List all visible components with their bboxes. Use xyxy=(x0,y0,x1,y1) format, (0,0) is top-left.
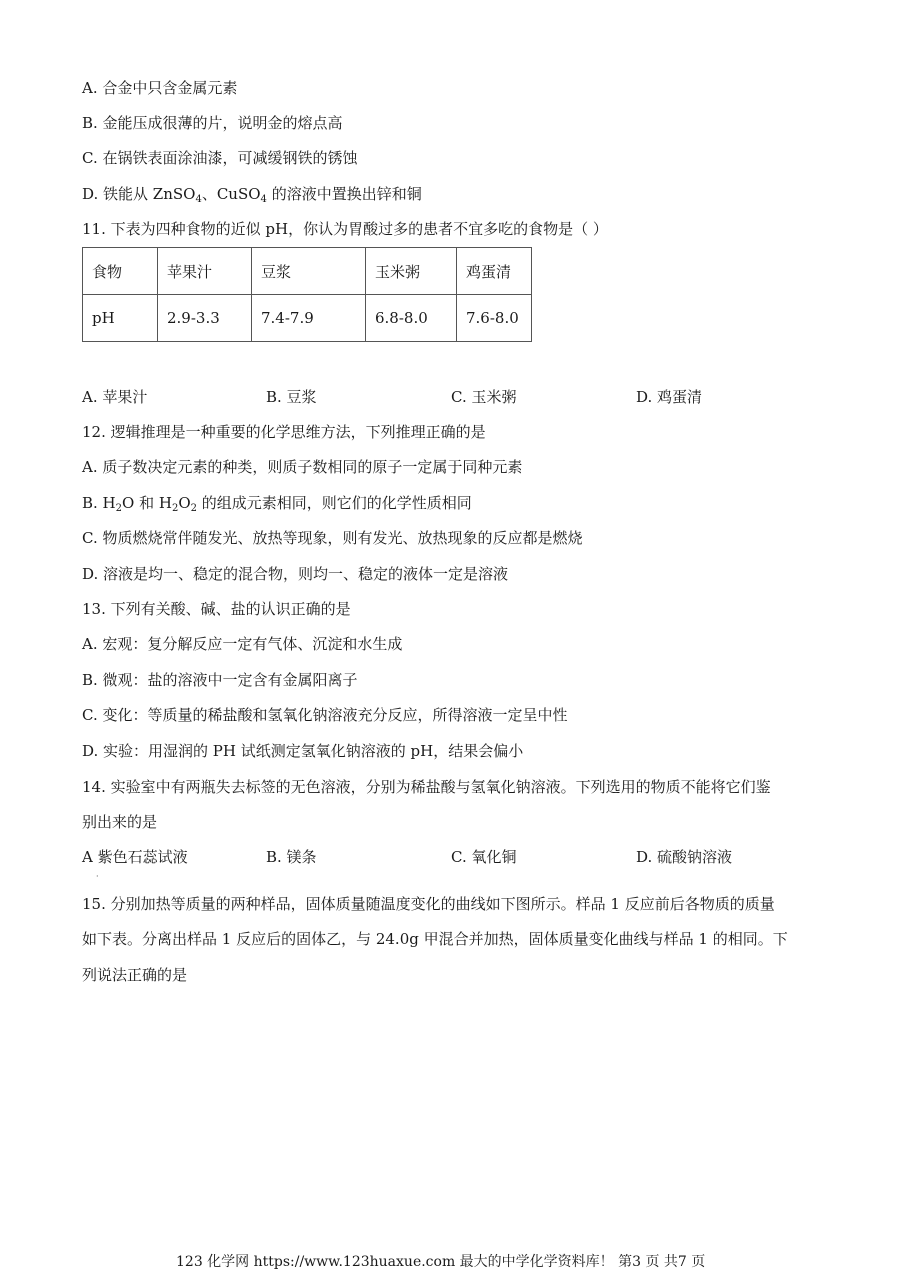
table-cell: 7.4-7.9 xyxy=(252,295,366,342)
q12-b-sub1: 2 xyxy=(115,503,123,514)
q10-d-sub1: 4 xyxy=(195,194,202,205)
page-footer: 123 化学网 https://www.123huaxue.com 最大的中学化学资料库！ 第3 页 共7 页 xyxy=(176,1254,706,1270)
ph-table-value-row xyxy=(83,295,532,342)
table-cell: 豆浆 xyxy=(252,248,366,295)
q12-b-suffix: 的组成元素相同，则它们的化学性质相同 xyxy=(197,494,472,512)
table-cell: 食物 xyxy=(83,248,158,295)
q13-option-c: C. 变化：等质量的稀盐酸和氢氧化钠溶液充分反应，所得溶液一定呈中性 xyxy=(82,706,568,724)
q11-option-d: D. 鸡蛋清 xyxy=(636,388,703,406)
table-cell: 7.6-8.0 xyxy=(457,295,532,342)
q10-option-d xyxy=(82,184,422,204)
q10-option-c: C. 在锅铁表面涂油漆，可减缓钢铁的锈蚀 xyxy=(82,149,358,167)
q12-option-a: A. 质子数决定元素的种类，则质子数相同的原子一定属于同种元素 xyxy=(82,458,523,476)
ph-table xyxy=(82,247,532,342)
q14-option-c: C. 氧化铜 xyxy=(451,848,517,866)
table-cell: pH xyxy=(83,295,158,342)
table-cell: 2.9-3.3 xyxy=(158,295,252,342)
q12-b-prefix: B. H xyxy=(82,494,116,512)
table-cell: 苹果汁 xyxy=(158,248,252,295)
q12-b-sub2: 2 xyxy=(171,503,179,514)
q10-option-b: B. 金能压成很薄的片，说明金的熔点高 xyxy=(82,114,343,132)
q14-option-d: D. 硫酸钠溶液 xyxy=(636,848,733,866)
q15-line2: 如下表。分离出样品 1 反应后的固体乙，与 24.0g 甲混合并加热，固体质量变化曲线与样品 1 的相同。下 xyxy=(82,930,788,948)
table-cell: 鸡蛋清 xyxy=(457,248,532,295)
q14-stem-line1: 14. 实验室中有两瓶失去标签的无色溶液，分别为稀盐酸与氢氧化钠溶液。下列选用的物质不能将它们鉴 xyxy=(82,778,771,796)
q11-option-b: B. 豆浆 xyxy=(266,388,317,406)
q14-stem-line2: 别出来的是 xyxy=(82,813,158,831)
q13-option-d: D. 实验：用湿润的 PH 试纸测定氢氧化钠溶液的 pH，结果会偏小 xyxy=(82,742,524,760)
q13-option-b: B. 微观：盐的溶液中一定含有金属阳离子 xyxy=(82,671,358,689)
q12-option-b xyxy=(82,493,472,513)
ph-table-header-row xyxy=(83,248,532,295)
q12-option-c: C. 物质燃烧常伴随发光、放热等现象，则有发光、放热现象的反应都是燃烧 xyxy=(82,529,583,547)
q12-stem: 12. 逻辑推理是一种重要的化学思维方法，下列推理正确的是 xyxy=(82,423,486,441)
q12-b-mid2: O xyxy=(178,494,191,512)
q12-option-d: D. 溶液是均一、稳定的混合物，则均一、稳定的液体一定是溶液 xyxy=(82,565,509,583)
q13-stem: 13. 下列有关酸、碱、盐的认识正确的是 xyxy=(82,600,351,618)
q15-line3: 列说法正确的是 xyxy=(82,966,188,984)
q14-option-a: A 紫色石蕊试液 xyxy=(82,848,188,866)
q12-b-sub3: 2 xyxy=(190,503,197,514)
q10-d-mid: 、CuSO xyxy=(201,185,261,203)
q10-d-sub2: 4 xyxy=(260,194,267,205)
q13-option-a: A. 宏观：复分解反应一定有气体、沉淀和水生成 xyxy=(82,635,403,653)
q11-stem: 11. 下表为四种食物的近似 pH，你认为胃酸过多的患者不宜多吃的食物是（ ） xyxy=(82,220,608,238)
q12-b-mid: O 和 H xyxy=(122,494,172,512)
q11-option-c: C. 玉米粥 xyxy=(451,388,517,406)
table-cell: 玉米粥 xyxy=(366,248,457,295)
stray-dot-mark: · xyxy=(96,872,99,881)
q11-option-a: A. 苹果汁 xyxy=(82,388,148,406)
q10-option-a: A. 合金中只含金属元素 xyxy=(82,79,238,97)
q15-line1: 15. 分别加热等质量的两种样品，固体质量随温度变化的曲线如下图所示。样品 1 反应前后各物质的质量 xyxy=(82,895,775,913)
q14-option-b: B. 镁条 xyxy=(266,848,317,866)
table-cell: 6.8-8.0 xyxy=(366,295,457,342)
q10-d-prefix: D. 铁能从 ZnSO xyxy=(82,185,196,203)
q10-d-suffix: 的溶液中置换出锌和铜 xyxy=(266,185,422,203)
